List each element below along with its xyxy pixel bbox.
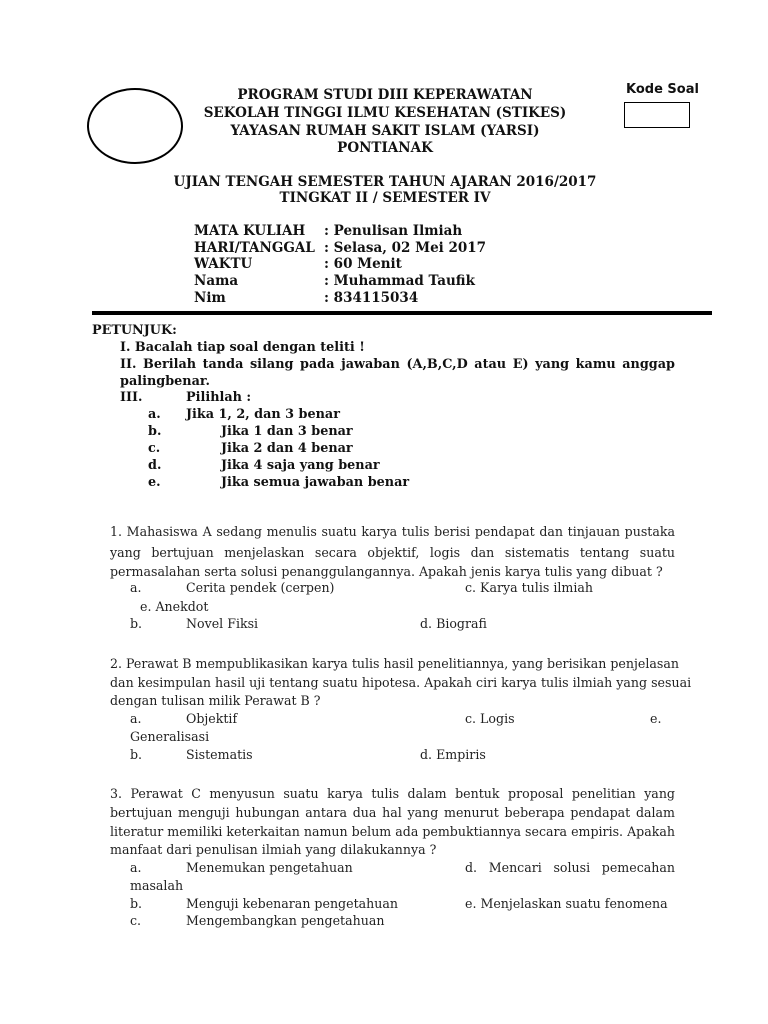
instruction-3: Pilihlah : bbox=[186, 390, 252, 405]
kode-soal-box bbox=[624, 102, 690, 128]
info-label: Nama bbox=[194, 273, 239, 289]
option-b[interactable]: Menguji kebenaran pengetahuan bbox=[186, 896, 398, 911]
header-city: PONTIANAK bbox=[337, 140, 433, 156]
rule-key: d. bbox=[148, 458, 162, 473]
option-key-a[interactable]: a. bbox=[130, 711, 142, 726]
question-3-line: literatur memiliki keterkaitan namun belum ada pembuktiannya secara empiris. Apakah bbox=[110, 824, 675, 839]
kode-soal-label: Kode Soal bbox=[626, 82, 699, 97]
rule-key: b. bbox=[148, 424, 162, 439]
question-2-line: 2. Perawat B mempublikasikan karya tulis hasil penelitiannya, yang berisikan penjelasan bbox=[110, 656, 679, 671]
option-a[interactable]: Menemukan pengetahuan bbox=[186, 860, 353, 875]
rule-key: e. bbox=[148, 475, 161, 490]
question-3-line: bertujuan menguji hubungan antara dua hal yang menurut beberapa pendapat dalam bbox=[110, 805, 675, 820]
option-d-cont[interactable]: masalah bbox=[130, 878, 184, 893]
header-program: PROGRAM STUDI DIII KEPERAWATAN bbox=[237, 87, 533, 103]
rule-text: Jika 1 dan 3 benar bbox=[221, 424, 353, 439]
info-value: : Selasa, 02 Mei 2017 bbox=[324, 240, 487, 256]
instruction-2: II. Berilah tanda silang pada jawaban (A,B,C,D atau E) yang kamu anggap bbox=[120, 357, 675, 372]
rule-text: Jika 2 dan 4 benar bbox=[221, 441, 353, 456]
header-divider bbox=[92, 311, 712, 315]
option-c[interactable]: c. Logis bbox=[465, 711, 515, 726]
rule-key: c. bbox=[148, 441, 161, 456]
info-value: : Muhammad Taufik bbox=[324, 273, 475, 289]
header-level: TINGKAT II / SEMESTER IV bbox=[279, 190, 491, 206]
info-value: : 834115034 bbox=[324, 290, 419, 306]
instruction-1: I. Bacalah tiap soal dengan teliti ! bbox=[120, 340, 365, 355]
question-1-line: permasalahan serta solusi penanggulangannya. Apakah jenis karya tulis yang dibuat ? bbox=[110, 564, 663, 579]
instruction-2-cont: palingbenar. bbox=[120, 374, 210, 389]
option-key-e[interactable]: e. bbox=[650, 711, 662, 726]
info-label: Nim bbox=[194, 290, 226, 306]
question-2-line: dan kesimpulan hasil uji tentang suatu hipotesa. Apakah ciri karya tulis ilmiah yang sesuai bbox=[110, 675, 692, 690]
option-e[interactable]: Generalisasi bbox=[130, 729, 210, 744]
option-key-b[interactable]: b. bbox=[130, 747, 143, 762]
option-e[interactable]: e. Menjelaskan suatu fenomena bbox=[465, 896, 668, 911]
header-exam: UJIAN TENGAH SEMESTER TAHUN AJARAN 2016/2017 bbox=[173, 174, 597, 190]
option-a[interactable]: Objektif bbox=[186, 711, 238, 726]
info-value: : 60 Menit bbox=[324, 256, 402, 272]
option-d[interactable]: d. Biografi bbox=[420, 616, 487, 631]
option-key-b[interactable]: b. bbox=[130, 616, 143, 631]
rule-text: Jika 1, 2, dan 3 benar bbox=[186, 407, 340, 422]
rule-key: a. bbox=[148, 407, 161, 422]
rule-text: Jika 4 saja yang benar bbox=[221, 458, 380, 473]
option-c[interactable]: Mengembangkan pengetahuan bbox=[186, 913, 385, 928]
header-foundation: YAYASAN RUMAH SAKIT ISLAM (YARSI) bbox=[230, 123, 540, 139]
question-1-line: yang bertujuan menjelaskan secara objektif, logis dan sistematis tentang suatu bbox=[110, 545, 675, 560]
option-e[interactable]: e. Anekdot bbox=[140, 599, 209, 614]
option-b[interactable]: Novel Fiksi bbox=[186, 616, 259, 631]
option-d[interactable]: d. Empiris bbox=[420, 747, 486, 762]
option-key-c[interactable]: c. bbox=[130, 913, 142, 928]
question-3-line: 3. Perawat C menyusun suatu karya tulis dalam bentuk proposal penelitian yang bbox=[110, 786, 675, 801]
option-c[interactable]: c. Karya tulis ilmiah bbox=[465, 580, 593, 595]
info-value: : Penulisan Ilmiah bbox=[324, 223, 463, 239]
info-label: WAKTU bbox=[194, 256, 253, 272]
option-b[interactable]: Sistematis bbox=[186, 747, 253, 762]
info-label: MATA KULIAH bbox=[194, 223, 306, 239]
rule-text: Jika semua jawaban benar bbox=[221, 475, 410, 490]
question-3-line: manfaat dari penulisan ilmiah yang dilakukannya ? bbox=[110, 842, 437, 857]
option-key-a[interactable]: a. bbox=[130, 860, 142, 875]
header-school: SEKOLAH TINGGI ILMU KESEHATAN (STIKES) bbox=[203, 105, 567, 121]
option-a[interactable]: Cerita pendek (cerpen) bbox=[186, 580, 335, 595]
question-2-line: dengan tulisan milik Perawat B ? bbox=[110, 693, 321, 708]
instruction-3-num: III. bbox=[120, 390, 143, 405]
option-key-b[interactable]: b. bbox=[130, 896, 143, 911]
instructions-title: PETUNJUK: bbox=[92, 323, 177, 338]
option-d[interactable]: d. Mencari solusi pemecahan bbox=[465, 860, 675, 875]
option-key-a[interactable]: a. bbox=[130, 580, 142, 595]
question-1-line: 1. Mahasiswa A sedang menulis suatu karya tulis berisi pendapat dan tinjauan pustaka bbox=[110, 524, 675, 539]
info-label: HARI/TANGGAL bbox=[194, 240, 315, 256]
